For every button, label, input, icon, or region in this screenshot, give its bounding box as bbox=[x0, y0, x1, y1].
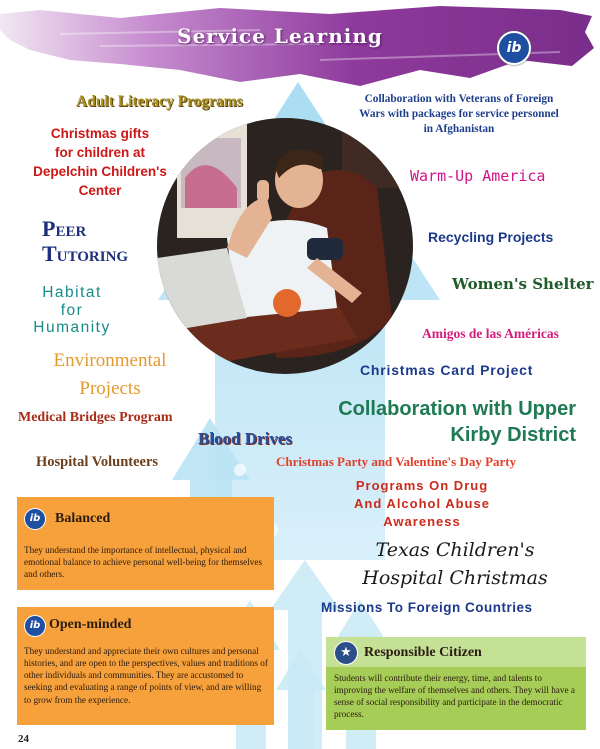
page-title: Service Learning bbox=[177, 24, 383, 48]
balanced-text: They understand the importance of intellectual, physical and emotional balance to achieve personal well-being for themselves and others. bbox=[24, 545, 263, 580]
responsible-citizen-text: Students will contribute their energy, time, and talents to improving the welfare of themselves and others. They will have a sense of social responsibility and participate in the democratic process. bbox=[334, 673, 575, 720]
drug-alcohol-line1: Programs On Drug bbox=[355, 478, 489, 493]
upper-kirby-line1: Collaboration with Upper bbox=[338, 398, 576, 420]
program-environmental bbox=[48, 347, 172, 403]
drug-alcohol-line2: And Alcohol Abuse bbox=[354, 496, 490, 511]
program-medical-bridges: Medical Bridges Program bbox=[18, 410, 173, 425]
open-minded-title: Open-minded bbox=[49, 617, 132, 632]
program-blood-drives: Blood Drives bbox=[198, 429, 292, 448]
program-missions: Missions To Foreign Countries bbox=[321, 600, 533, 615]
program-womens-shelter: Women's Shelter bbox=[452, 275, 594, 293]
program-adult-literacy: Adult Literacy Programs bbox=[76, 93, 243, 110]
blood-donation-photo bbox=[157, 118, 413, 374]
environmental-line2: Projects bbox=[79, 378, 141, 399]
habitat-line2: for bbox=[60, 301, 84, 319]
peer-tutoring-line1: Peer bbox=[42, 216, 87, 241]
program-hospital-volunteers: Hospital Volunteers bbox=[36, 454, 159, 470]
program-peer-tutoring bbox=[42, 216, 128, 266]
open-minded-text: They understand and appreciate their own cultures and personal histories, and are open to the perspectives, values and traditions of other individuals and communities. They are accustomed to seeking and evaluating a range of points of view, and are willing to grow from the experience. bbox=[24, 646, 268, 705]
program-texas-childrens bbox=[350, 536, 560, 592]
habitat-line3: Humanity bbox=[33, 319, 111, 336]
christmas-gifts-line2: for children at bbox=[54, 145, 145, 160]
responsible-citizen-box bbox=[326, 637, 586, 730]
texas-childrens-line2: Hospital Christmas bbox=[362, 567, 548, 589]
christmas-gifts-line1: Christmas gifts bbox=[50, 126, 150, 141]
balanced-title: Balanced bbox=[55, 511, 111, 526]
program-christmas-gifts bbox=[10, 124, 190, 200]
program-upper-kirby bbox=[336, 396, 576, 448]
open-minded-box bbox=[17, 607, 274, 725]
program-recycling: Recycling Projects bbox=[428, 229, 554, 245]
upper-kirby-line2: Kirby District bbox=[450, 424, 576, 446]
ib-logo: ib bbox=[497, 31, 531, 65]
program-amigos: Amigos de las Américas bbox=[422, 326, 559, 341]
environmental-line1: Environmental bbox=[53, 350, 167, 371]
christmas-gifts-line4: Center bbox=[78, 183, 122, 198]
veterans-line1: Collaboration with Veterans of Foreign bbox=[364, 93, 554, 105]
program-veterans bbox=[326, 92, 592, 137]
texas-childrens-line1: Texas Children's bbox=[375, 539, 535, 561]
veterans-line2: Wars with packages for service personnel bbox=[359, 108, 559, 120]
program-warm-up-america: Warm-Up America bbox=[410, 167, 546, 185]
habitat-line1: Habitat bbox=[42, 284, 102, 301]
ib-badge-icon: ib bbox=[24, 615, 46, 637]
star-seal-icon: ★ bbox=[334, 641, 358, 665]
program-drug-alcohol bbox=[342, 477, 502, 531]
balanced-box bbox=[17, 497, 274, 590]
veterans-line3: in Afghanistan bbox=[423, 123, 495, 135]
page-number: 24 bbox=[18, 733, 29, 745]
program-habitat bbox=[20, 284, 124, 337]
peer-tutoring-line2: Tutoring bbox=[42, 241, 129, 266]
ib-badge-icon: ib bbox=[24, 508, 46, 530]
drug-alcohol-line3: Awareness bbox=[383, 514, 461, 529]
program-christmas-party: Christmas Party and Valentine's Day Party bbox=[276, 454, 517, 469]
responsible-citizen-title: Responsible Citizen bbox=[364, 645, 482, 660]
christmas-gifts-line3: Depelchin Children's bbox=[33, 164, 167, 179]
program-christmas-card: Christmas Card Project bbox=[360, 362, 534, 378]
